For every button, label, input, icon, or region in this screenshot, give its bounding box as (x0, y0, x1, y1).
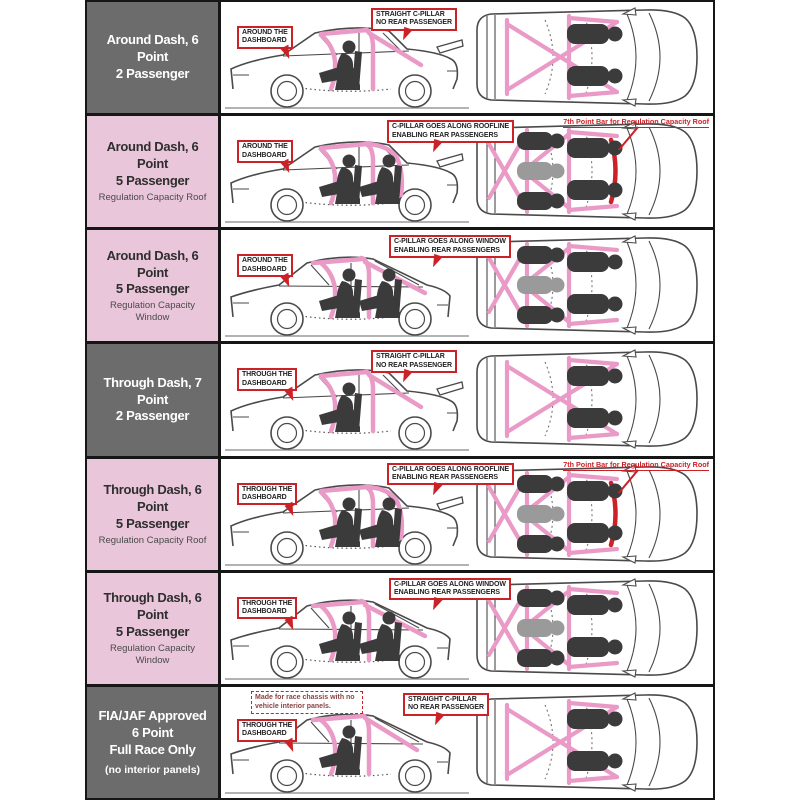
config-title (93, 375, 212, 426)
config-row (87, 344, 713, 458)
config-row (87, 116, 713, 230)
config-title-line: Through Dash, 7 Point (103, 374, 202, 407)
config-title-line: 5 Passenger (115, 515, 190, 531)
config-title-line: Through Dash, 6 Point (103, 590, 202, 622)
config-subtitle: Regulation Capacity Roof (98, 192, 207, 204)
cpillar-callout (403, 693, 489, 716)
config-title-line: Around Dash, 6 Point (106, 247, 199, 280)
cpillar-callout-line2: NO REAR PASSENGER (408, 704, 484, 712)
config-label-cell (87, 2, 218, 113)
config-title-line: 5 Passenger (115, 173, 190, 189)
dashboard-callout-line2: DASHBOARD (242, 730, 287, 738)
top-view-diagram (465, 4, 711, 110)
config-title-line: Through Dash, 6 Point (103, 481, 202, 514)
config-row (87, 2, 713, 116)
config-subtitle: Regulation Capacity Window (109, 642, 196, 666)
config-title-line: 5 Passenger (115, 281, 190, 297)
dashboard-callout (237, 368, 297, 391)
cpillar-callout (387, 120, 514, 143)
dashboard-callout-line2: DASHBOARD (242, 379, 287, 387)
config-table (85, 0, 715, 800)
cpillar-callout-line1: C-PILLAR GOES ALONG WINDOW (394, 580, 506, 588)
dashboard-callout (237, 140, 293, 163)
cpillar-callout-line2: NO REAR PASSENGER (376, 361, 452, 369)
config-title-line: 2 Passenger (115, 408, 190, 424)
dashboard-callout-line2: DASHBOARD (242, 493, 287, 501)
config-title-line: Around Dash, 6 Point (106, 32, 199, 65)
dashboard-callout (237, 719, 297, 742)
dashboard-callout-line1: THROUGH THE (242, 599, 293, 607)
cpillar-callout-line1: C-PILLAR GOES ALONG ROOFLINE (392, 465, 510, 473)
dashboard-callout-line2: DASHBOARD (242, 265, 287, 273)
top-view-diagram (465, 346, 711, 452)
config-label-cell (87, 459, 218, 570)
diagram-cell (218, 344, 713, 455)
config-title (93, 482, 212, 533)
config-title (98, 708, 206, 759)
cpillar-callout (371, 350, 457, 373)
dashboard-callout-line1: THROUGH THE (242, 371, 293, 379)
config-label-cell (87, 116, 218, 227)
cpillar-callout-line2: ENABLING REAR PASSENGERS (392, 131, 498, 139)
cpillar-callout-line2: ENABLING REAR PASSENGERS (392, 473, 498, 481)
race-chassis-note: Made for race chassis with no vehicle interior panels. (251, 691, 363, 715)
config-title (93, 32, 212, 83)
config-row (87, 573, 713, 687)
cpillar-callout-line1: STRAIGHT C-PILLAR (376, 11, 445, 18)
cpillar-callout-line1: STRAIGHT C-PILLAR (408, 695, 477, 703)
config-label-cell (87, 230, 218, 341)
diagram-cell (218, 230, 713, 341)
dashboard-callout-line2: DASHBOARD (242, 37, 287, 45)
dashboard-callout (237, 483, 297, 506)
top-view-diagram (465, 689, 711, 795)
cpillar-callout (387, 463, 514, 486)
config-title-line: 6 Point (131, 724, 174, 740)
dashboard-callout-line2: DASHBOARD (242, 151, 287, 159)
cpillar-callout-line1: C-PILLAR GOES ALONG WINDOW (394, 238, 506, 246)
dashboard-callout-line2: DASHBOARD (242, 608, 287, 616)
cpillar-callout (389, 235, 511, 258)
config-title-line: FIA/JAF Approved (98, 708, 207, 724)
config-title-line: 5 Passenger (115, 623, 190, 639)
config-label-cell (87, 687, 218, 798)
config-title (93, 248, 212, 299)
config-title-line: Full Race Only (109, 741, 196, 757)
diagram-cell (218, 573, 713, 684)
config-subtitle: (no interior panels) (104, 763, 201, 776)
dashboard-callout-line1: THROUGH THE (242, 721, 293, 729)
top-view-car-svg (465, 689, 711, 795)
config-title (93, 590, 212, 641)
config-label-cell (87, 344, 218, 455)
config-subtitle: Regulation Capacity Window (109, 300, 196, 324)
dashboard-callout (237, 26, 293, 49)
dashboard-callout (237, 597, 297, 620)
cpillar-callout-line1: STRAIGHT C-PILLAR (376, 353, 445, 361)
config-row (87, 459, 713, 573)
config-title-line: Around Dash, 6 Point (106, 139, 199, 172)
config-title (93, 139, 212, 190)
dashboard-callout-line1: AROUND THE (242, 143, 288, 151)
cpillar-callout-line1: C-PILLAR GOES ALONG ROOFLINE (392, 123, 510, 131)
cpillar-callout (371, 8, 457, 31)
config-row (87, 230, 713, 344)
top-view-car-svg (465, 346, 711, 452)
config-row (87, 687, 713, 798)
dashboard-callout (237, 254, 293, 277)
top-view-car-svg (465, 4, 711, 110)
diagram-cell (218, 2, 713, 113)
dashboard-callout-line1: AROUND THE (242, 257, 288, 265)
cpillar-callout (389, 578, 511, 601)
config-subtitle: Regulation Capacity Roof (98, 534, 207, 546)
cpillar-callout-line2: ENABLING REAR PASSENGERS (394, 246, 500, 254)
config-title-line: 2 Passenger (115, 66, 190, 82)
dashboard-callout-line1: THROUGH THE (242, 485, 293, 493)
diagram-cell (218, 459, 713, 570)
cpillar-callout-line2: NO REAR PASSENGER (376, 19, 452, 27)
cpillar-callout-line2: ENABLING REAR PASSENGERS (394, 589, 500, 597)
dashboard-callout-line1: AROUND THE (242, 29, 288, 36)
diagram-cell (218, 687, 713, 798)
seventh-point-note: 7th Point Bar for Regulation Capacity Roof (563, 117, 709, 127)
config-label-cell (87, 573, 218, 684)
diagram-cell (218, 116, 713, 227)
seventh-point-note: 7th Point Bar for Regulation Capacity Roof (563, 459, 709, 469)
